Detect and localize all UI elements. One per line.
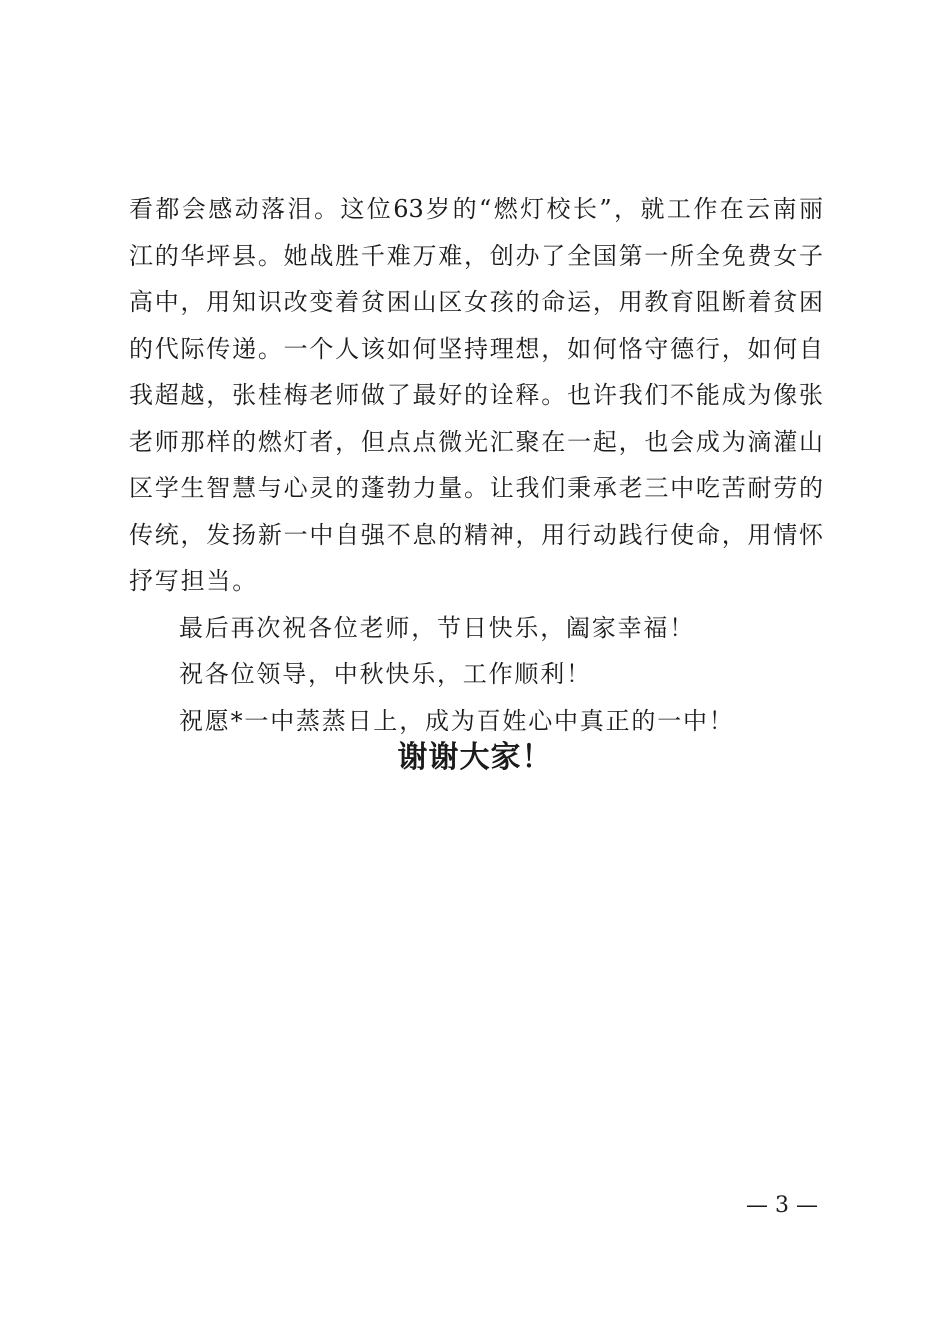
- wish-leaders: 祝各位领导，中秋快乐，工作顺利！: [179, 660, 592, 688]
- wish-school: 祝愿*一中蒸蒸日上，成为百姓心中真正的一中！: [179, 706, 735, 735]
- paragraph-line: 区学生智慧与心灵的蓬勃力量。让我们秉承老三中吃苦耐劳的: [129, 474, 823, 502]
- paragraph-line: 高中，用知识改变着贫困山区女孩的命运，用教育阻断着贫困: [129, 288, 823, 316]
- body-text: [129, 186, 823, 744]
- paragraph-line: 我超越，张桂梅老师做了最好的诠释。也许我们不能成为像张: [129, 381, 823, 409]
- paragraph-line: 江的华坪县。她战胜千难万难，创办了全国第一所全免费女子: [129, 241, 823, 270]
- page-number: — 3 —: [746, 1193, 818, 1218]
- paragraph-line: 传统，发扬新一中自强不息的精神，用行动践行使命，用情怀: [129, 520, 823, 549]
- paragraph-line: 老师那样的燃灯者，但点点微光汇聚在一起，也会成为滴灌山: [129, 427, 823, 456]
- paragraph-line: 的代际传递。一个人该如何坚持理想，如何恪守德行，如何自: [129, 334, 823, 363]
- wish-teachers: 最后再次祝各位老师，节日快乐，阖家幸福！: [179, 613, 695, 642]
- paragraph-line: 看都会感动落泪。这位63岁的“燃灯校长”，就工作在云南丽: [129, 195, 823, 223]
- closing-thanks: 谢谢大家！: [397, 740, 553, 775]
- paragraph-line-last: 抒写担当。: [129, 567, 258, 595]
